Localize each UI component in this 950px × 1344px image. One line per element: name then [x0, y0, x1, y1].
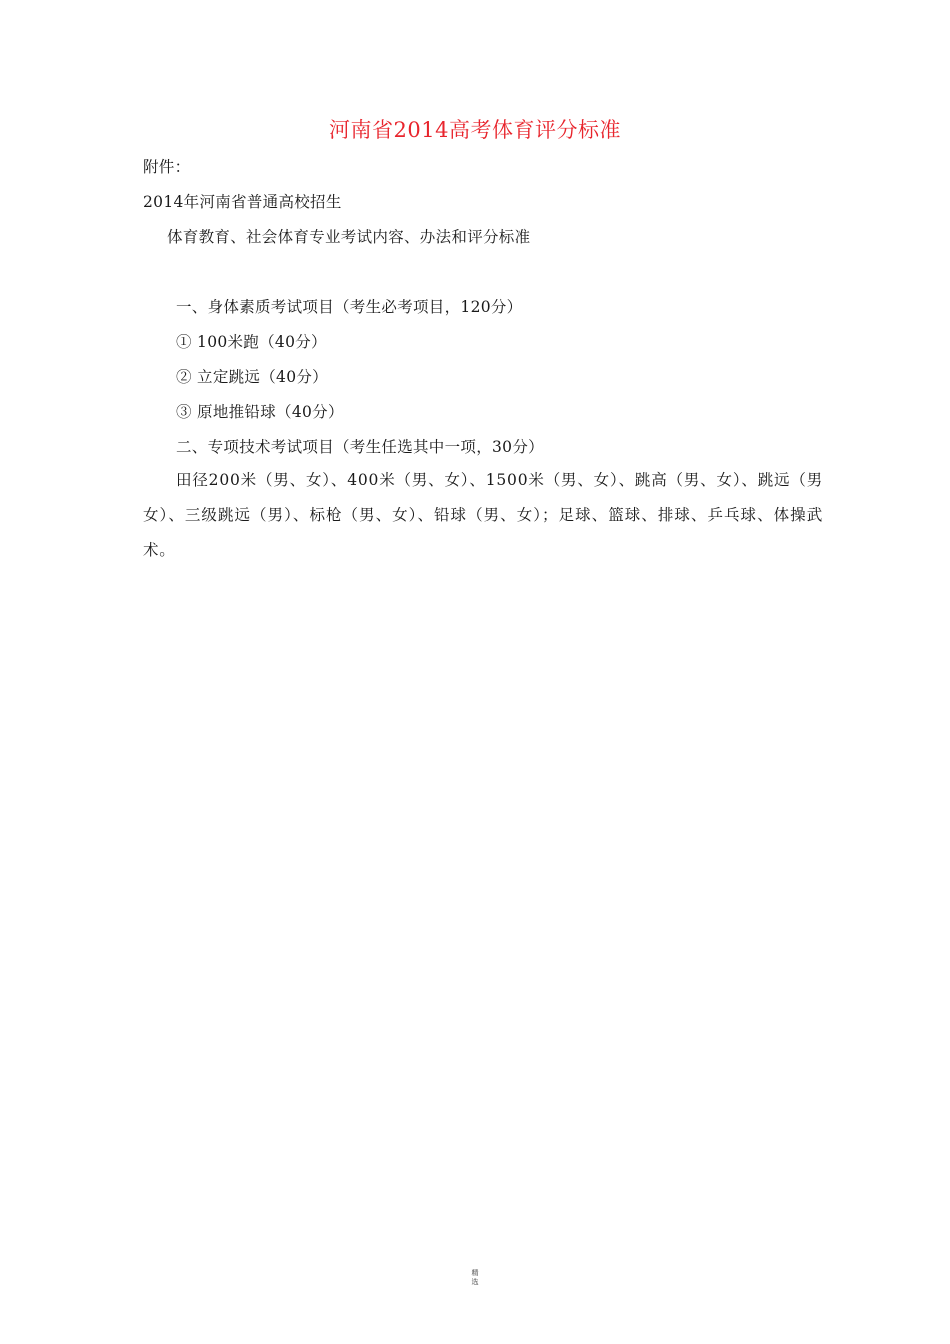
footer-line-1: 精	[471, 1269, 479, 1277]
list-item-shot-put: ③ 原地推铅球（40分）	[176, 403, 344, 421]
document-title: 河南省2014高考体育评分标准	[329, 118, 621, 142]
section-2-body-text: 田径200米（男、女）、400米（男、女）、1500米（男、女）、跳高（男、女）、跳远（男女）、三级跳远（男）、标枪（男、女）、铅球（男、女）；足球、篮球、排球、乒乓球、体操武术。	[143, 471, 823, 559]
subtitle-line-2: 体育教育、社会体育专业考试内容、办法和评分标准	[167, 228, 531, 246]
list-item-standing-long-jump: ② 立定跳远（40分）	[176, 368, 328, 386]
section-2-heading: 二、专项技术考试项目（考生任选其中一项，30分）	[176, 438, 544, 456]
section-2-body	[143, 463, 823, 568]
footer-line-2: 选	[471, 1278, 479, 1286]
subtitle-line-1: 2014年河南省普通高校招生	[143, 193, 342, 211]
attachment-label: 附件：	[143, 158, 191, 176]
page-footer	[0, 1269, 950, 1287]
section-1-heading: 一、身体素质考试项目（考生必考项目，120分）	[176, 298, 523, 316]
list-item-100m-run: ① 100米跑（40分）	[176, 333, 327, 351]
